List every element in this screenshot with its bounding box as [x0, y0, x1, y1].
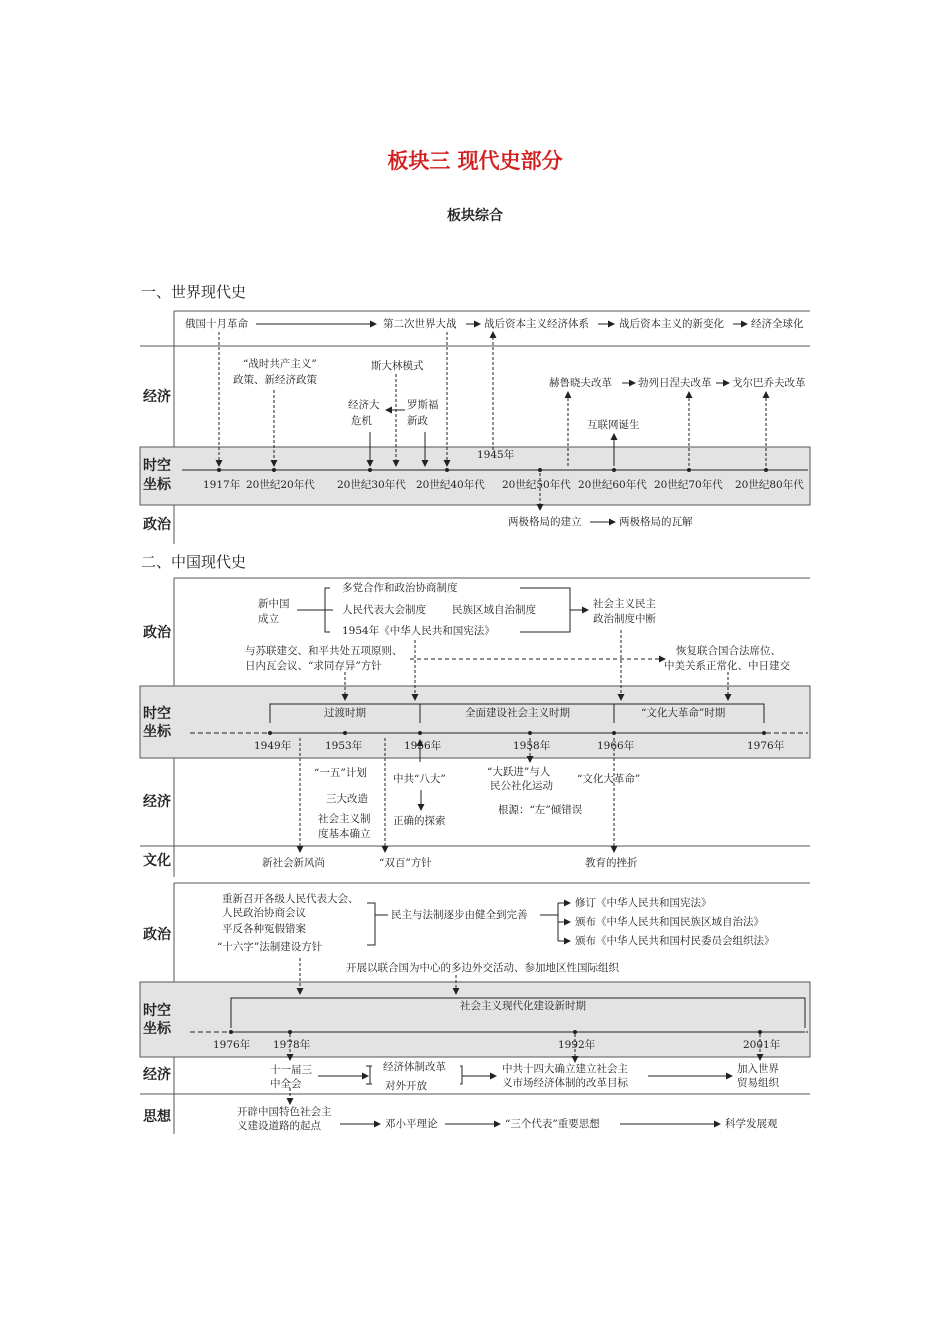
node-bipolar-est: 两极格局的建立 [508, 516, 582, 528]
world-econ-label: 经济 [143, 389, 171, 405]
node-starting-point-2: 义建设道路的起点 [237, 1120, 321, 1132]
node-october-revolution: 俄国十月革命 [185, 318, 248, 330]
node-reconvene: 重新召开各级人民代表大会、 [222, 893, 359, 905]
node-un-seat: 恢复联合国合法席位、 [676, 645, 781, 657]
year-1956: 1956年 [404, 740, 442, 752]
node-great-leap: “大跃进”与人 [487, 766, 551, 778]
node-third-plenum-2: 中全会 [270, 1078, 302, 1090]
page-title: 板块三 现代史部分 [387, 149, 563, 173]
node-education-setback: 教育的挫折 [585, 857, 638, 869]
node-rehabilitation: 平反各种冤假错案 [222, 923, 306, 935]
node-new-china-2: 成立 [258, 613, 279, 625]
year-1930s: 20世纪30年代 [337, 479, 406, 491]
node-postwar-system: 战后资本主义经济体系 [484, 318, 589, 330]
year-1976: 1976年 [747, 740, 785, 752]
node-wto: 加入世界 [737, 1063, 779, 1075]
node-village-law: 颁布《中华人民共和国村民委员会组织法》 [575, 935, 775, 947]
year-1966: 1966年 [597, 740, 635, 752]
node-1954-constitution: 1954年《中华人民共和国宪法》 [342, 625, 495, 637]
year-1976b: 1976年 [213, 1039, 251, 1051]
china2-thought-label: 思想 [143, 1109, 171, 1125]
node-8th-congress: 中共“八大” [393, 773, 446, 785]
node-crisis: 经济大 [348, 399, 380, 411]
node-double-hundred: “双百”方针 [379, 857, 432, 869]
node-starting-point: 开辟中国特色社会主 [237, 1106, 332, 1118]
node-stalin-model: 斯大林模式 [371, 360, 424, 372]
node-deng-theory: 邓小平理论 [385, 1118, 438, 1130]
year-1992: 1992年 [558, 1039, 596, 1051]
node-socialist-system-2: 度基本确立 [318, 828, 371, 840]
china2-coord-label: 时空 [143, 1003, 171, 1019]
china1-culture-label: 文化 [143, 853, 171, 869]
page-subtitle: 板块综合 [447, 208, 503, 224]
node-multiparty: 多党合作和政治协商制度 [342, 582, 458, 594]
world-heading: 一、世界现代史 [141, 283, 247, 301]
world-politics-label: 政治 [143, 517, 171, 533]
node-economic-reform: 经济体制改革 [383, 1061, 446, 1073]
year-1949: 1949年 [254, 740, 292, 752]
node-wto-2: 贸易组织 [737, 1077, 779, 1089]
year-1970s: 20世纪70年代 [654, 479, 723, 491]
china1-politics-label: 政治 [143, 625, 171, 641]
node-opening-up: 对外开放 [385, 1080, 427, 1092]
world-coord-label-2: 坐标 [143, 477, 171, 493]
node-root-leftist: 根源：“左”倾错误 [498, 804, 583, 816]
node-correct-exploration: 正确的探索 [393, 815, 446, 827]
period-transition: 过渡时期 [324, 707, 366, 719]
year-1953: 1953年 [325, 740, 363, 752]
node-democracy: 社会主义民主 [593, 598, 656, 610]
node-reconvene-2: 人民政治协商会议 [222, 907, 306, 919]
node-14th-congress: 中共十四大确立建立社会主 [502, 1063, 628, 1075]
china1-coord-label: 时空 [143, 706, 171, 722]
node-great-leap-2: 民公社化运动 [490, 780, 553, 792]
node-three-transformations: 三大改造 [326, 793, 368, 805]
node-diplomacy: 与苏联建交、和平共处五项原则、 [245, 645, 403, 657]
node-cultural-revolution: “文化大革命” [577, 773, 641, 785]
node-brezhnev: 勃列日涅夫改革 [638, 377, 712, 389]
node-un-seat-2: 中美关系正常化、中日建交 [664, 660, 790, 672]
period-modernization: 社会主义现代化建设新时期 [460, 1000, 586, 1012]
year-1978: 1978年 [273, 1039, 311, 1051]
node-diplomacy-2: 日内瓦会议、“求同存异”方针 [245, 660, 382, 672]
node-bipolar-end: 两极格局的瓦解 [619, 516, 693, 528]
node-ww2: 第二次世界大战 [383, 318, 457, 330]
year-2001: 2001年 [743, 1039, 781, 1051]
node-new-deal: 罗斯福 [407, 399, 439, 411]
node-new-china: 新中国 [258, 598, 290, 610]
node-first-five-year: “一五”计划 [314, 767, 367, 779]
china-heading: 二、中国现代史 [141, 553, 247, 571]
china2-econ-label: 经济 [143, 1067, 171, 1083]
node-scientific-development: 科学发展观 [725, 1118, 778, 1130]
node-khrushchev: 赫鲁晓夫改革 [549, 377, 612, 389]
node-capitalism-change: 战后资本主义的新变化 [619, 318, 724, 330]
year-1960s: 20世纪60年代 [578, 479, 647, 491]
year-1940s: 20世纪40年代 [416, 479, 485, 491]
period-construction: 全面建设社会主义时期 [465, 707, 570, 719]
node-sixteen-character: “十六字”法制建设方针 [217, 941, 323, 953]
node-npc: 人民代表大会制度 [342, 604, 426, 616]
node-multilateral-diplomacy: 开展以联合国为中心的多边外交活动、参加地区性国际组织 [346, 962, 619, 974]
node-revise-constitution: 修订《中华人民共和国宪法》 [575, 897, 712, 909]
node-crisis-2: 危机 [351, 415, 372, 427]
node-autonomy-law: 颁布《中华人民共和国民族区域自治法》 [575, 916, 764, 928]
node-war-communism: “战时共产主义” [243, 358, 317, 370]
china1-coord-label-2: 坐标 [143, 724, 171, 740]
period-cultural-revolution: “文化大革命”时期 [641, 707, 726, 719]
node-democracy-2: 政治制度中断 [593, 613, 656, 625]
node-nep: 政策、新经济政策 [233, 374, 317, 386]
node-socialist-system: 社会主义制 [318, 813, 371, 825]
node-democracy-law: 民主与法制逐步由健全到完善 [391, 909, 528, 921]
node-14th-congress-2: 义市场经济体制的改革目标 [502, 1077, 628, 1089]
year-1980s: 20世纪80年代 [735, 479, 804, 491]
china2-politics-label: 政治 [143, 927, 171, 943]
node-new-deal-2: 新政 [407, 415, 428, 427]
node-third-plenum: 十一届三 [270, 1064, 312, 1076]
node-regional-autonomy: 民族区域自治制度 [452, 604, 536, 616]
node-gorbachev: 戈尔巴乔夫改革 [732, 377, 806, 389]
china1-econ-label: 经济 [143, 794, 171, 810]
node-globalization: 经济全球化 [751, 318, 804, 330]
world-coord-label: 时空 [143, 458, 171, 474]
node-internet: 互联网诞生 [587, 419, 640, 431]
year-1945: 1945年 [477, 449, 515, 461]
china2-coord-label-2: 坐标 [143, 1021, 171, 1037]
year-1920s: 20世纪20年代 [246, 479, 315, 491]
year-1950s: 20世纪50年代 [502, 479, 571, 491]
year-1958: 1958年 [513, 740, 551, 752]
year-1917: 1917年 [203, 479, 241, 491]
node-three-represents: “三个代表”重要思想 [505, 1118, 600, 1130]
node-new-customs: 新社会新风尚 [262, 857, 325, 869]
